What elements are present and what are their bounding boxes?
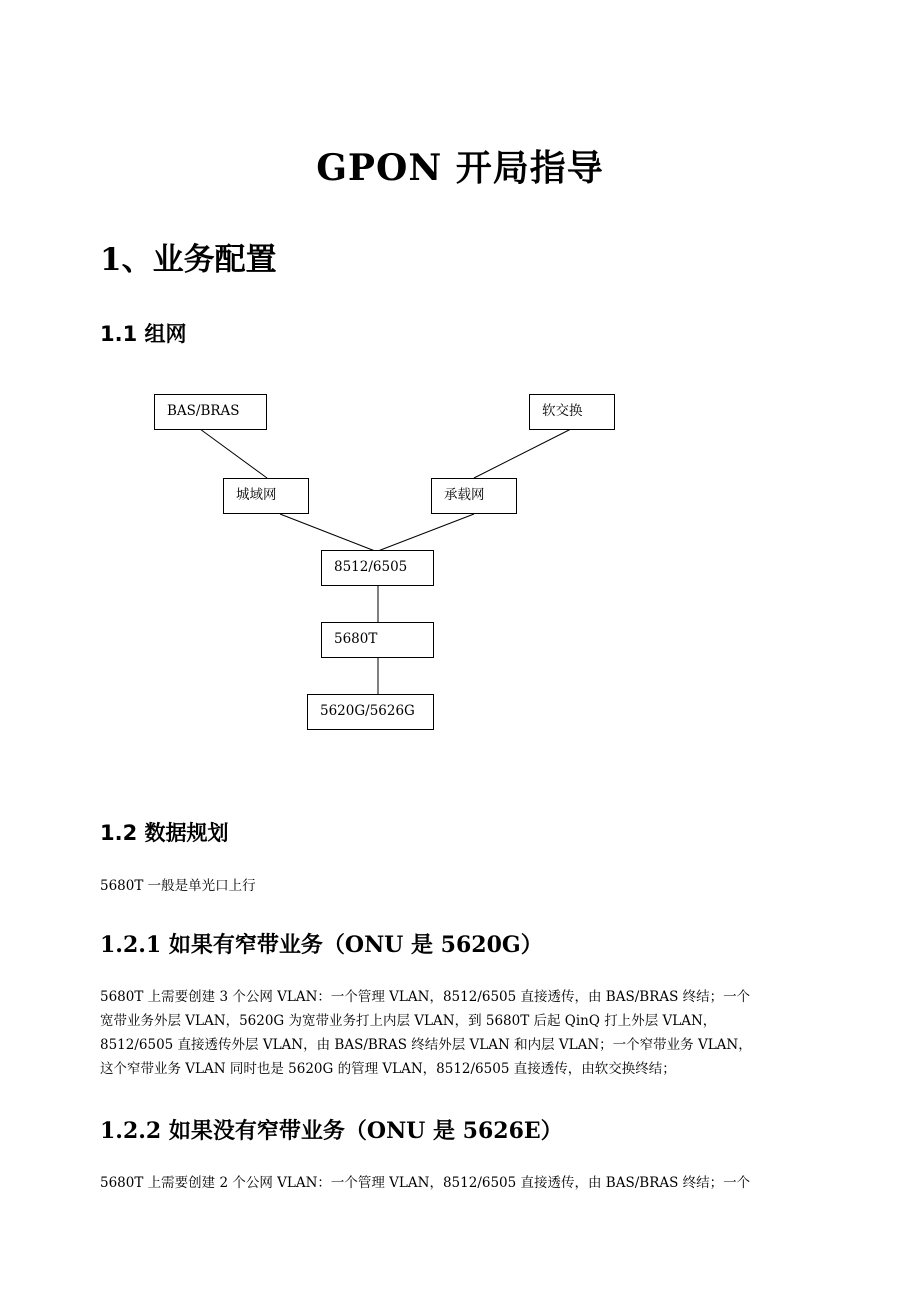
section-heading-1-2-2: 1.2.2 如果没有窄带业务（ONU 是 5626E） xyxy=(100,1118,563,1144)
section-heading-1-1: 1.1 组网 xyxy=(100,322,187,346)
diagram-node-olt xyxy=(321,622,434,658)
paragraph-line: 5680T 上需要创建 3 个公网 VLAN：一个管理 VLAN，8512/6505 直接透传，由 BAS/BRAS 终结；一个 xyxy=(100,989,751,1005)
paragraph-no-narrowband-plan xyxy=(100,1171,822,1195)
diagram-node-label: 软交换 xyxy=(542,403,583,420)
paragraph-narrowband-plan xyxy=(100,985,822,1081)
diagram-node-label: 城域网 xyxy=(236,487,277,504)
paragraph-line: 8512/6505 直接透传外层 VLAN，由 BAS/BRAS 终结外层 VLAN 和内层 VLAN；一个窄带业务 VLAN， xyxy=(100,1037,752,1053)
paragraph-line: 5680T 上需要创建 2 个公网 VLAN：一个管理 VLAN，8512/6505 直接透传，由 BAS/BRAS 终结；一个 xyxy=(100,1175,751,1191)
diagram-node-label: 承载网 xyxy=(444,487,485,504)
diagram-node-label: BAS/BRAS xyxy=(167,403,240,420)
paragraph-uplink-note: 5680T 一般是单光口上行 xyxy=(100,878,256,894)
diagram-node-bas-bras xyxy=(154,394,267,430)
link-bas-metro xyxy=(200,429,267,478)
link-softswitch-bearer xyxy=(474,429,571,478)
paragraph-line: 这个窄带业务 VLAN 同时也是 5620G 的管理 VLAN，8512/6505 直接透传，由软交换终结； xyxy=(100,1061,676,1077)
section-heading-1: 1、业务配置 xyxy=(100,242,277,278)
diagram-node-label: 8512/6505 xyxy=(334,559,408,576)
diagram-node-label: 5620G/5626G xyxy=(320,703,415,720)
diagram-node-metro-network xyxy=(223,478,309,514)
diagram-node-onu xyxy=(307,694,434,730)
document-title: GPON 开局指导 xyxy=(316,147,604,189)
link-bearer-aggregation xyxy=(378,514,474,551)
link-metro-aggregation xyxy=(280,514,375,551)
diagram-node-bearer-network xyxy=(431,478,517,514)
diagram-node-softswitch xyxy=(529,394,615,430)
paragraph-line: 宽带业务外层 VLAN，5620G 为宽带业务打上内层 VLAN，到 5680T 后起 QinQ 打上外层 VLAN， xyxy=(100,1013,717,1029)
diagram-node-aggregation-switch xyxy=(321,550,434,586)
diagram-node-label: 5680T xyxy=(334,631,378,648)
section-heading-1-2: 1.2 数据规划 xyxy=(100,821,229,845)
section-heading-1-2-1: 1.2.1 如果有窄带业务（ONU 是 5620G） xyxy=(100,932,543,958)
